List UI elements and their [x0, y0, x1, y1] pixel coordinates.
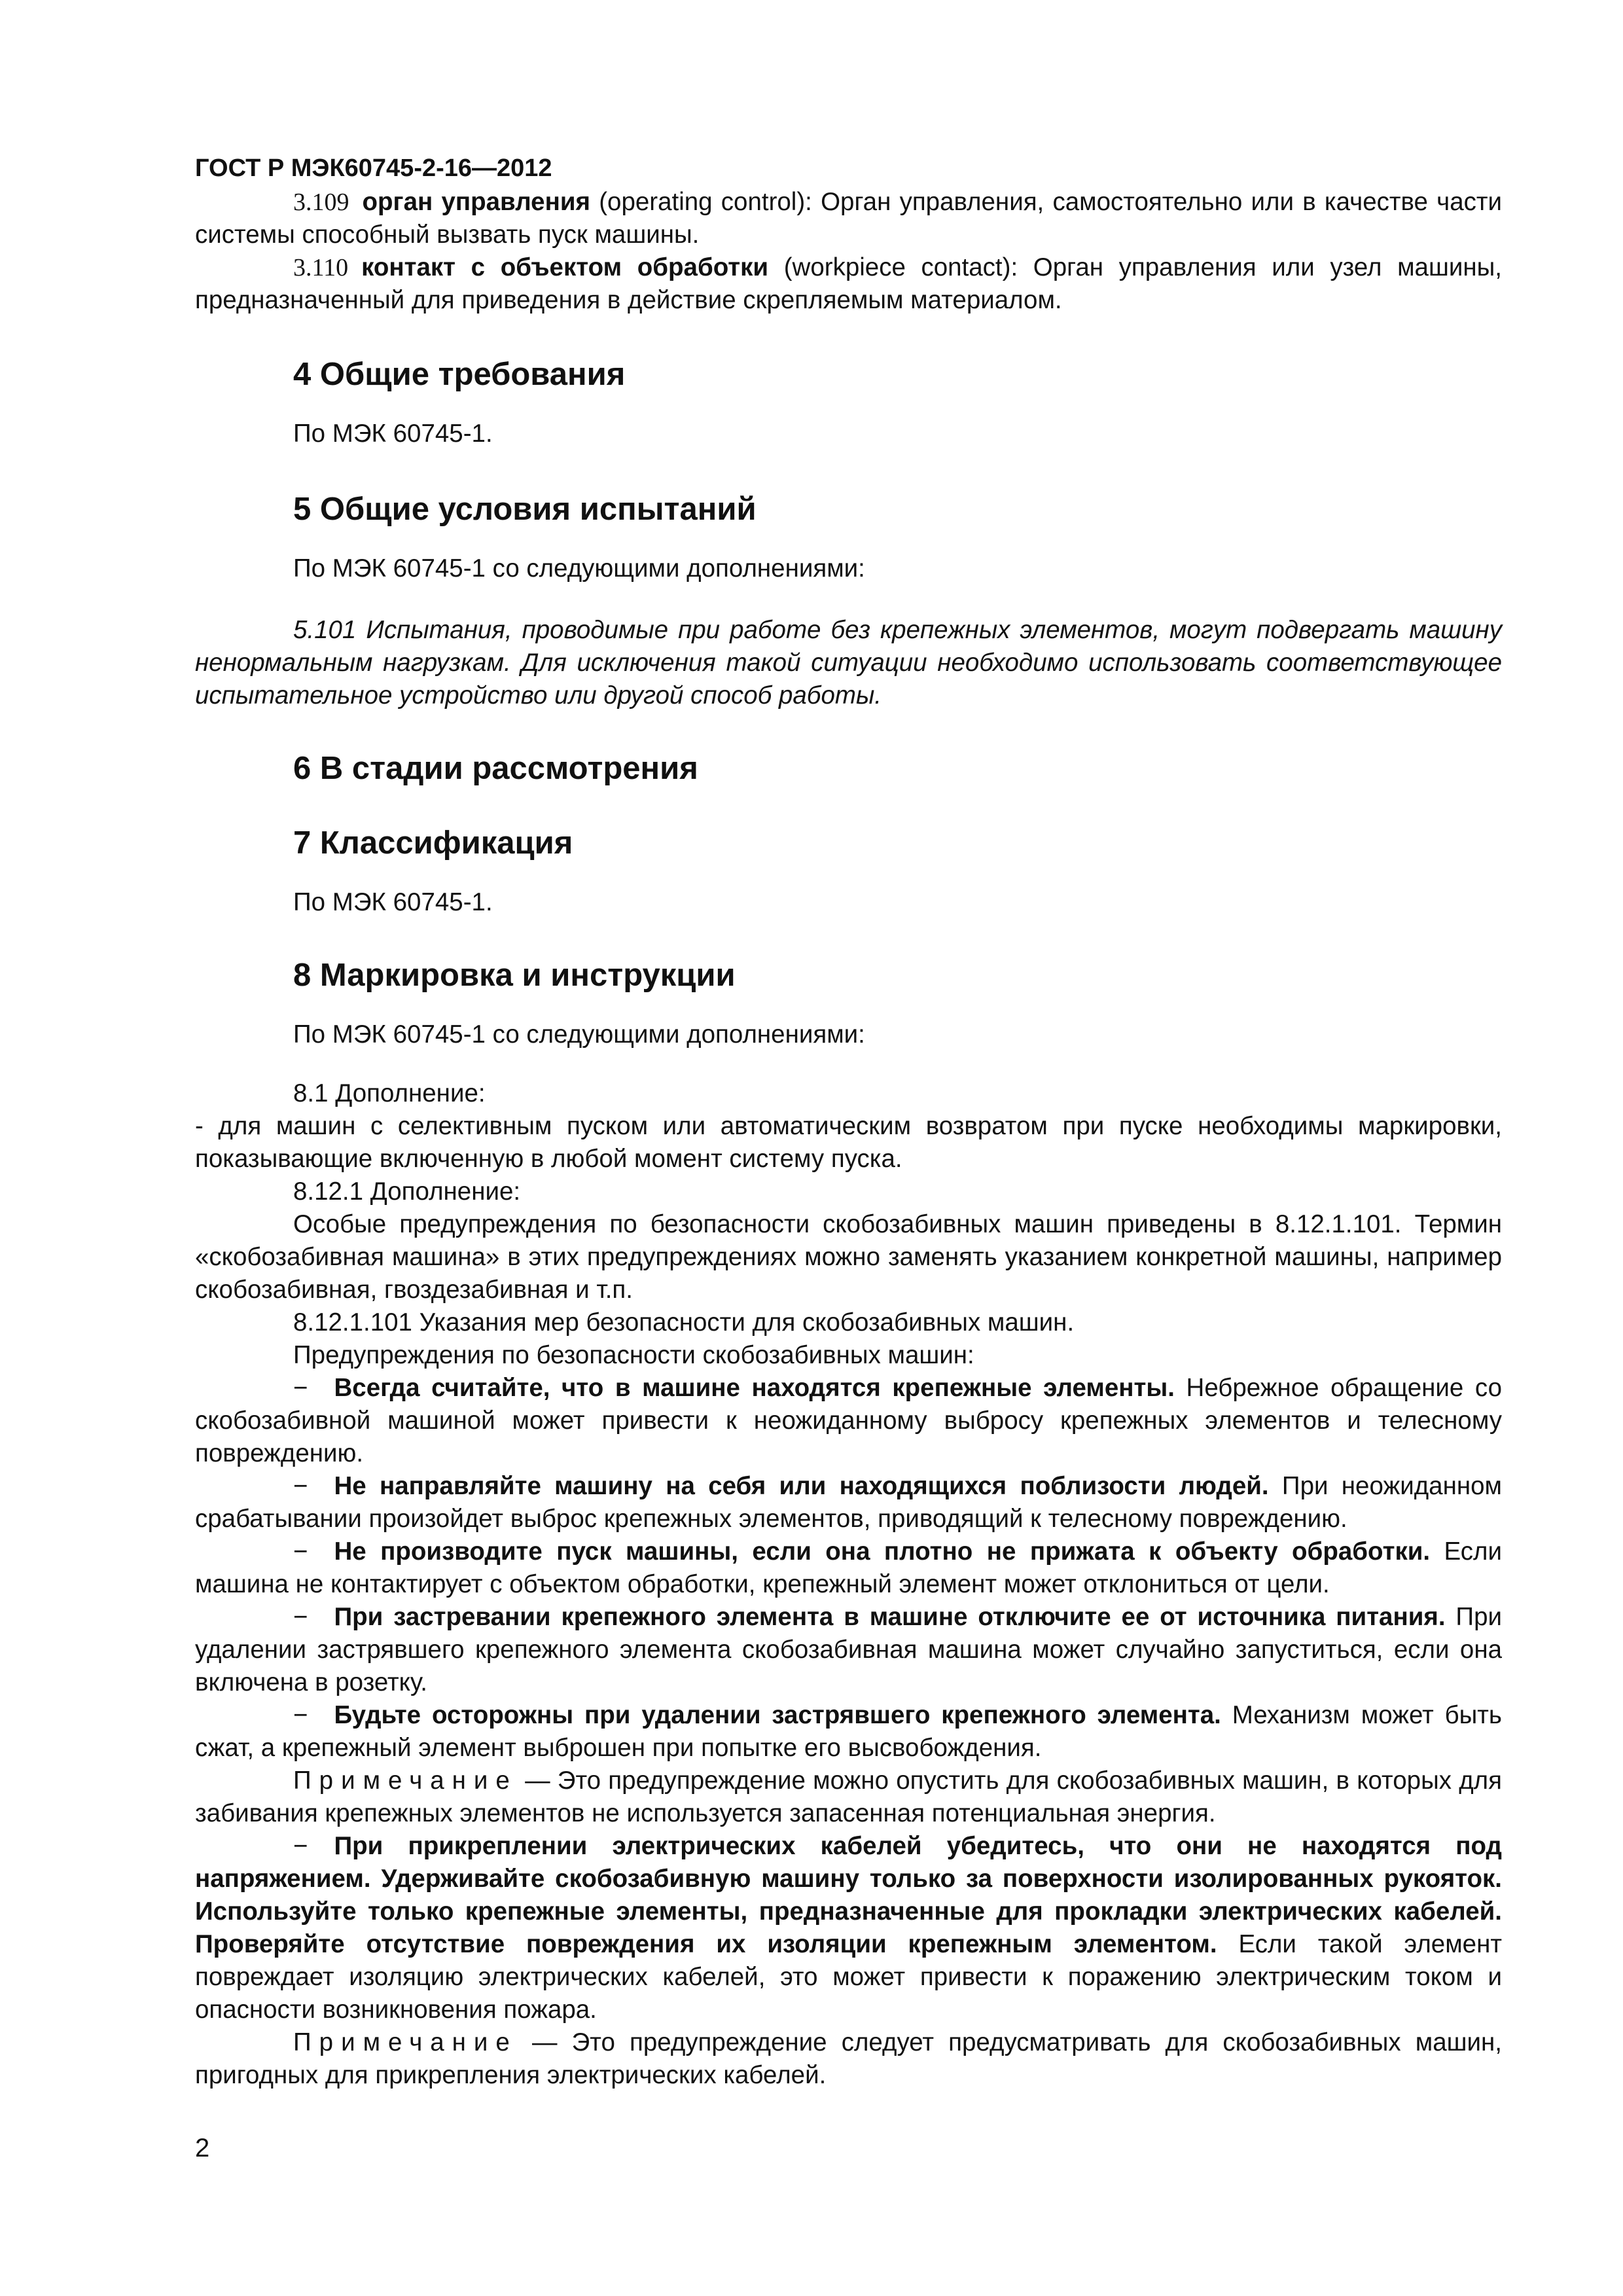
section-5-text: По МЭК 60745-1 со следующими дополнениями: — [293, 554, 865, 583]
note-label: Примечание — [293, 1767, 518, 1795]
note-label: Примечание — [293, 2028, 518, 2056]
warning-item: − При прикреплении электрических кабелей убедитесь, что они не находятся под напряжением. Удерживайте скобозабивную машину только за поверхности изолированных рукояток. Используйте только крепежные элементы, предназначенные для прокладки электрических кабелей. Проверяйте отсутствие повреждения их изоляции крепежным элементом. Если такой элемент повреждает изоляцию электрических кабелей, это может привести к поражению электрическим током и опасности возникновения пожара. — [195, 1832, 1502, 2024]
definition-3-110 — [195, 251, 1502, 317]
note: Примечание — Это предупреждение следует предусматривать для скобозабивных машин, пригодных для прикрепления электрических кабелей. — [195, 2028, 1502, 2089]
warning-item: − Будьте осторожны при удалении застрявшего крепежного элемента. Механизм может быть сжат, а крепежный элемент выброшен при попытке его высвобождения. — [195, 1701, 1502, 1762]
clause-number: 3.110 — [293, 254, 349, 281]
warning-item: − При застревании крепежного элемента в машине отключите ее от источника питания. При удалении застрявшего крепежного элемента скобозабивная машина может случайно запуститься, если она включена в розетку. — [195, 1603, 1502, 1696]
clause-5-101: 5.101 Испытания, проводимые при работе без крепежных элементов, могут подвергать машину ненормальным нагрузкам. Для исключения такой ситуации необходимо использовать соответствующее испытательное устройство или другой способ работы. — [195, 616, 1502, 709]
term: орган управления — [362, 188, 590, 216]
section-8-text: По МЭК 60745-1 со следующими дополнениями: — [293, 1020, 865, 1049]
section-7-heading: 7 Классификация — [293, 825, 573, 861]
document-header: ГОСТ Р МЭК60745-2-16—2012 — [195, 154, 552, 182]
term: контакт с объектом обработки — [361, 253, 769, 281]
page-number: 2 — [195, 2134, 210, 2162]
warning-item: − Всегда считайте, что в машине находятся крепежные элементы. Небрежное обращение со скобозабивной машиной может привести к неожиданному выбросу крепежных элементов и телесному повреждению. — [195, 1374, 1502, 1467]
section-8-heading: 8 Маркировка и инструкции — [293, 958, 736, 993]
clause-8-12-1-101: 8.12.1.101 Указания мер безопасности для скобозабивных машин. — [293, 1308, 1075, 1336]
section-4-heading: 4 Общие требования — [293, 357, 626, 392]
definition-text: (operating control): Орган управления, самостоятельно или в качестве части системы способный вызвать пуск машины. — [195, 188, 1503, 249]
section-6-heading: 6 В стадии рассмотрения — [293, 751, 698, 786]
page-content — [195, 152, 1502, 2092]
warning-item: − Не направляйте машину на себя или находящихся поблизости людей. При неожиданном срабатывании произойдет выброс крепежных элементов, приводящий к телесному повреждению. — [195, 1472, 1502, 1533]
section-7-text: По МЭК 60745-1. — [293, 888, 493, 916]
addition-8-1-text: - для машин с селективным пуском или автоматическим возвратом при пуске необходимы маркировки, показывающие включенную в любой момент систему пуска. — [195, 1112, 1502, 1173]
warnings-intro: Предупреждения по безопасности скобозабивных машин: — [293, 1341, 974, 1369]
section-5-heading: 5 Общие условия испытаний — [293, 492, 757, 527]
definition-text: (workpiece contact): Орган управления или узел машины, предназначенный для приведения в действие скрепляемым материалом. — [195, 253, 1502, 314]
section-4-text: По МЭК 60745-1. — [293, 420, 493, 448]
addition-8-12-1: 8.12.1 Дополнение: — [293, 1177, 521, 1206]
addition-8-1: 8.1 Дополнение: — [293, 1079, 486, 1107]
note: Примечание — Это предупреждение можно опустить для скобозабивных машин, в которых для забивания крепежных элементов не используется запасенная потенциальная энергия. — [195, 1767, 1502, 1827]
definition-3-109 — [195, 186, 1502, 251]
clause-number: 3.109 — [293, 188, 349, 216]
special-warnings-text: Особые предупреждения по безопасности скобозабивных машин приведены в 8.12.1.101. Термин «скобозабивная машина» в этих предупреждениях можно заменять указанием конкретной машины, например скобозабивная, гвоздезабивная и т.п. — [195, 1210, 1502, 1304]
warning-item: − Не производите пуск машины, если она плотно не прижата к объекту обработки. Если машина не контактирует с объектом обработки, крепежный элемент может отклониться от цели. — [195, 1537, 1502, 1598]
